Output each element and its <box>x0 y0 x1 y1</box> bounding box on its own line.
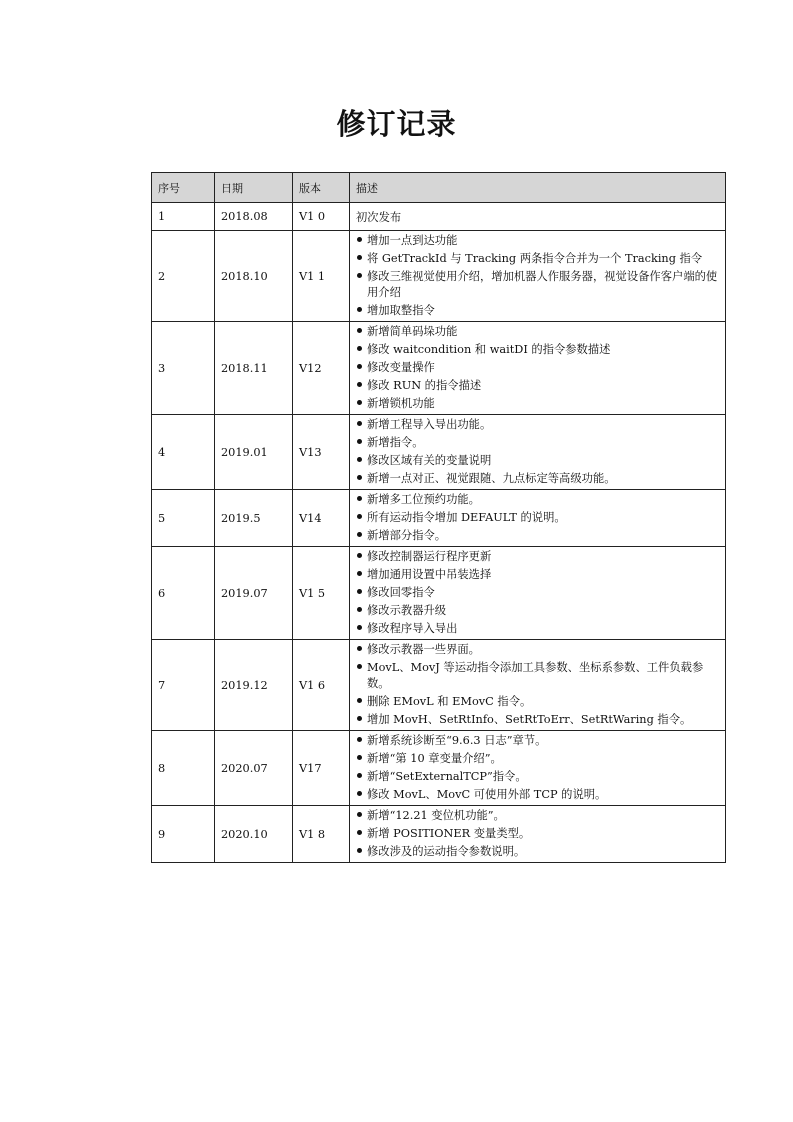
row-version: V12 <box>293 322 350 415</box>
change-item: 修改涉及的运动指令参数说明。 <box>356 844 719 860</box>
row-version: V1 0 <box>293 203 350 231</box>
table-row <box>152 231 726 322</box>
change-item: 新增系统诊断至“9.6.3 日志”章节。 <box>356 733 719 749</box>
change-item: 增加一点到达功能 <box>356 233 719 249</box>
table-row <box>152 322 726 415</box>
change-item: 新增多工位预约功能。 <box>356 492 719 508</box>
row-version: V17 <box>293 731 350 806</box>
row-description: 初次发布 <box>350 203 726 231</box>
change-item: 增加通用设置中吊装选择 <box>356 567 719 583</box>
row-number: 3 <box>152 322 215 415</box>
row-date: 2018.08 <box>215 203 293 231</box>
row-number: 7 <box>152 640 215 731</box>
row-version: V1 6 <box>293 640 350 731</box>
row-date: 2019.07 <box>215 547 293 640</box>
row-version: V1 8 <box>293 806 350 863</box>
change-item: 修改控制器运行程序更新 <box>356 549 719 565</box>
table-row <box>152 490 726 547</box>
row-description <box>350 806 726 863</box>
change-item: MovL、MovJ 等运动指令添加工具参数、坐标系参数、工件负载参数。 <box>356 660 719 692</box>
table-row <box>152 203 726 231</box>
row-date: 2018.11 <box>215 322 293 415</box>
table-row <box>152 806 726 863</box>
table-row <box>152 547 726 640</box>
row-date: 2020.10 <box>215 806 293 863</box>
row-number: 8 <box>152 731 215 806</box>
row-description <box>350 490 726 547</box>
page-title: 修订记录 <box>336 107 457 141</box>
change-item: 新增指令。 <box>356 435 719 451</box>
revision-table <box>151 172 726 863</box>
column-header-number: 序号 <box>152 173 215 203</box>
row-description <box>350 547 726 640</box>
change-item: 新增锁机功能 <box>356 396 719 412</box>
change-item: 修改变量操作 <box>356 360 719 376</box>
change-item: 修改 RUN 的指令描述 <box>356 378 719 394</box>
change-item: 新增“12.21 变位机功能”。 <box>356 808 719 824</box>
row-number: 5 <box>152 490 215 547</box>
row-description <box>350 322 726 415</box>
change-item: 修改 waitcondition 和 waitDI 的指令参数描述 <box>356 342 719 358</box>
row-number: 2 <box>152 231 215 322</box>
change-item: 修改示教器一些界面。 <box>356 642 719 658</box>
row-date: 2019.12 <box>215 640 293 731</box>
row-description <box>350 731 726 806</box>
change-item: 所有运动指令增加 DEFAULT 的说明。 <box>356 510 719 526</box>
row-version: V14 <box>293 490 350 547</box>
change-item: 新增部分指令。 <box>356 528 719 544</box>
table-row <box>152 640 726 731</box>
row-date: 2020.07 <box>215 731 293 806</box>
change-item: 新增“第 10 章变量介绍”。 <box>356 751 719 767</box>
change-item: 修改区域有关的变量说明 <box>356 453 719 469</box>
table-row <box>152 415 726 490</box>
column-header-version: 版本 <box>293 173 350 203</box>
row-number: 1 <box>152 203 215 231</box>
row-description <box>350 640 726 731</box>
row-version: V13 <box>293 415 350 490</box>
change-item: 增加取整指令 <box>356 303 719 319</box>
change-item: 修改 MovL、MovC 可使用外部 TCP 的说明。 <box>356 787 719 803</box>
change-item: 新增一点对正、视觉跟随、九点标定等高级功能。 <box>356 471 719 487</box>
change-item: 新增“SetExternalTCP”指令。 <box>356 769 719 785</box>
row-description <box>350 231 726 322</box>
change-item: 修改三维视觉使用介绍，增加机器人作服务器，视觉设备作客户端的使用介绍 <box>356 269 719 301</box>
row-version: V1 5 <box>293 547 350 640</box>
row-number: 6 <box>152 547 215 640</box>
row-number: 9 <box>152 806 215 863</box>
table-header-row <box>152 173 726 203</box>
change-item: 删除 EMovL 和 EMovC 指令。 <box>356 694 719 710</box>
row-date: 2019.01 <box>215 415 293 490</box>
change-item: 新增 POSITIONER 变量类型。 <box>356 826 719 842</box>
change-item: 增加 MovH、SetRtInfo、SetRtToErr、SetRtWaring 指令。 <box>356 712 719 728</box>
change-item: 修改回零指令 <box>356 585 719 601</box>
change-item: 新增简单码垛功能 <box>356 324 719 340</box>
column-header-date: 日期 <box>215 173 293 203</box>
change-item: 将 GetTrackId 与 Tracking 两条指令合并为一个 Tracking 指令 <box>356 251 719 267</box>
row-version: V1 1 <box>293 231 350 322</box>
row-date: 2018.10 <box>215 231 293 322</box>
row-date: 2019.5 <box>215 490 293 547</box>
row-number: 4 <box>152 415 215 490</box>
change-item: 修改程序导入导出 <box>356 621 719 637</box>
row-description <box>350 415 726 490</box>
table-row <box>152 731 726 806</box>
change-item: 新增工程导入导出功能。 <box>356 417 719 433</box>
column-header-description: 描述 <box>350 173 726 203</box>
change-item: 修改示教器升级 <box>356 603 719 619</box>
